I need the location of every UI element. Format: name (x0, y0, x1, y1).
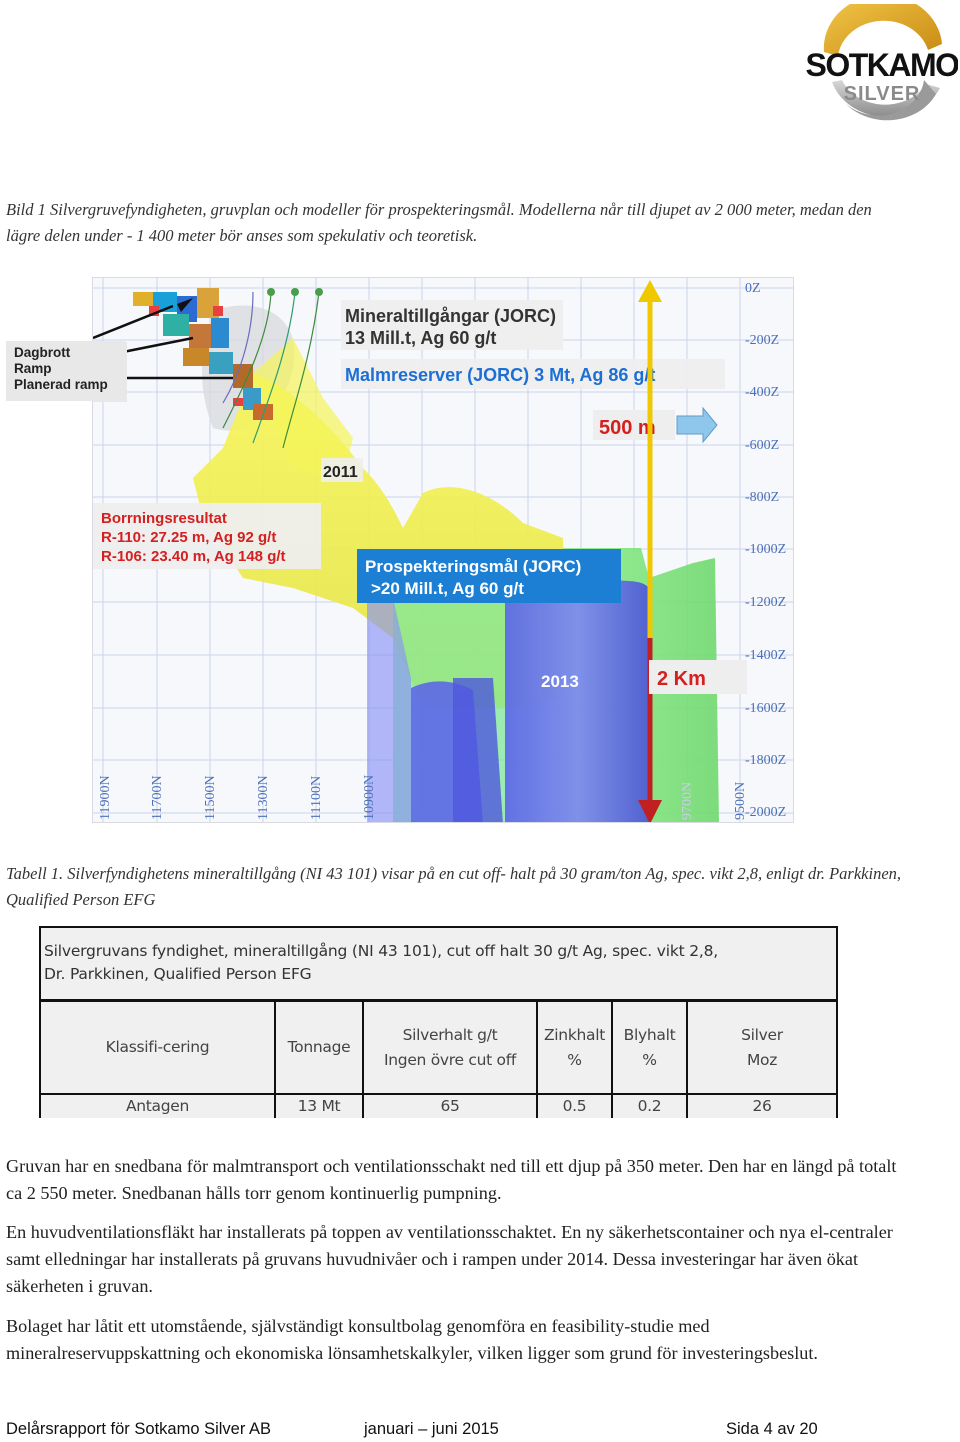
year-2011-label: 2011 (323, 464, 358, 481)
table-caption: Tabell 1. Silverfyndighetens mineraltillgång (NI 43 101) visar på en cut off- halt på 30 gram/ton Ag, spec. vikt 2,8, enligt dr. Parkkinen, Qualified Person EFG (6, 864, 902, 909)
prospect-line2: >20 Mill.t, Ag 60 g/t (371, 579, 524, 598)
logo-sub-text: SILVER (843, 83, 921, 105)
depth-label: 0Z (745, 281, 761, 296)
year-2013-label: 2013 (541, 672, 579, 691)
mine-model-svg (93, 278, 794, 823)
depth-label: -1800Z (745, 753, 787, 768)
blue-ore-body-main (505, 571, 651, 824)
table-row (41, 1095, 836, 1118)
legend-planned-ramp: Planerad ramp (14, 377, 108, 392)
table-title-line1: Silvergruvans fyndighet, mineraltillgång (NI 43 101), cut off halt 30 g/t Ag, spec. vikt 2,8, (44, 942, 718, 960)
paragraph-ramp: Gruvan har en snedbana för malmtransport och ventilationsschakt ned till ett djup på 350 meter. Den har en längd på totalt ca 2 550 meter. Snedbanan hålls torr genom kontinuerlig pumpning. (6, 1156, 897, 1204)
cell-classification: Antagen (41, 1095, 276, 1118)
depth-label: -2000Z (745, 805, 787, 820)
depth-label: -400Z (745, 385, 780, 400)
northing-label: 11700N (150, 775, 165, 820)
mineral-resource-table (39, 926, 838, 1118)
table-header-row (41, 1002, 836, 1095)
cell-zinc-grade: 0.5 (538, 1095, 613, 1118)
prospect-line1: Prospekteringsmål (JORC) (365, 557, 582, 576)
depth-axis (745, 281, 786, 820)
footer-period: januari – juni 2015 (364, 1420, 499, 1438)
paragraph-ventilation: En huvudventilationsfläkt har installerats på toppen av ventilationsschaktet. En ny säkerhetscontainer och nya el-centraler samt elledningar har installerats på gruvans huvudnivåer och i rampen under 2014. Dessa investeringar har även ökat säkerheten i gruvan. (6, 1222, 893, 1297)
resources-line1: Mineraltillgångar (JORC) (345, 306, 557, 326)
drill-r110: R-110: 27.25 m, Ag 92 g/t (101, 529, 277, 546)
footer-report-title: Delårsrapport för Sotkamo Silver AB (6, 1420, 272, 1438)
paragraph-feasibility: Bolaget har låtit ett utomstående, självständigt konsultbolag genomföra en feasibility-studie med mineralreservuppskattning och ekonomiska lönsamhetskalkyler, vilken ligger som grund för investeringsbeslut. (6, 1316, 818, 1364)
cell-tonnage: 13 Mt (276, 1095, 364, 1118)
depth-label: -800Z (745, 490, 780, 505)
northing-label: 9700N (680, 781, 695, 820)
arrow-right-icon (677, 408, 717, 442)
northing-label: 11900N (98, 775, 113, 820)
depth-label: -600Z (745, 438, 780, 453)
figure-caption: Bild 1 Silvergruvefyndigheten, gruvplan och modeller för prospekteringsmål. Modellerna når till djupet av 2 000 meter, medan den lägre delen under - 1 400 meter bör anses som spekulativ och teoretisk. (6, 200, 872, 245)
logo-brand-text: SOTKAMO (806, 47, 958, 83)
scale-2km-label: 2 Km (657, 668, 706, 690)
northing-label: 11500N (203, 775, 218, 820)
scale-500m-label: 500 m (599, 417, 656, 439)
depth-label: -1200Z (745, 595, 787, 610)
depth-label: -200Z (745, 333, 780, 348)
northing-label: 10900N (362, 774, 377, 820)
footer-page-number: Sida 4 av 20 (726, 1420, 818, 1438)
mine-model-figure (92, 277, 794, 823)
mine-legend-box (6, 341, 125, 401)
depth-label: -1600Z (745, 701, 787, 716)
reserves-label: Malmreserver (JORC) 3 Mt, Ag 86 g/t (345, 365, 656, 385)
legend-open-pit: Dagbrott (14, 345, 71, 360)
sotkamo-silver-logo (806, 4, 958, 126)
cell-lead-grade: 0.2 (613, 1095, 688, 1118)
header-lead-grade: Blyhalt % (613, 1002, 688, 1093)
northing-label: 11300N (256, 775, 271, 820)
northing-label: 9500N (733, 781, 748, 820)
header-silver-moz: Silver Moz (688, 1002, 836, 1093)
table-title (41, 928, 836, 1002)
header-classification: Klassifi-cering (41, 1002, 276, 1093)
cell-silver-grade: 65 (364, 1095, 538, 1118)
drill-r106: R-106: 23.40 m, Ag 148 g/t (101, 548, 286, 565)
drill-results-title: Borrningsresultat (101, 510, 227, 527)
header-tonnage: Tonnage (276, 1002, 364, 1093)
cell-silver-moz: 26 (688, 1095, 836, 1118)
header-silver-grade: Silverhalt g/t Ingen övre cut off (364, 1002, 538, 1093)
table-title-line2: Dr. Parkkinen, Qualified Person EFG (44, 965, 312, 983)
depth-label: -1000Z (745, 542, 787, 557)
northing-label: 11100N (309, 775, 324, 820)
legend-ramp: Ramp (14, 361, 52, 376)
depth-label: -1400Z (745, 648, 787, 663)
header-zinc-grade: Zinkhalt % (538, 1002, 613, 1093)
resources-line2: 13 Mill.t, Ag 60 g/t (345, 328, 497, 348)
